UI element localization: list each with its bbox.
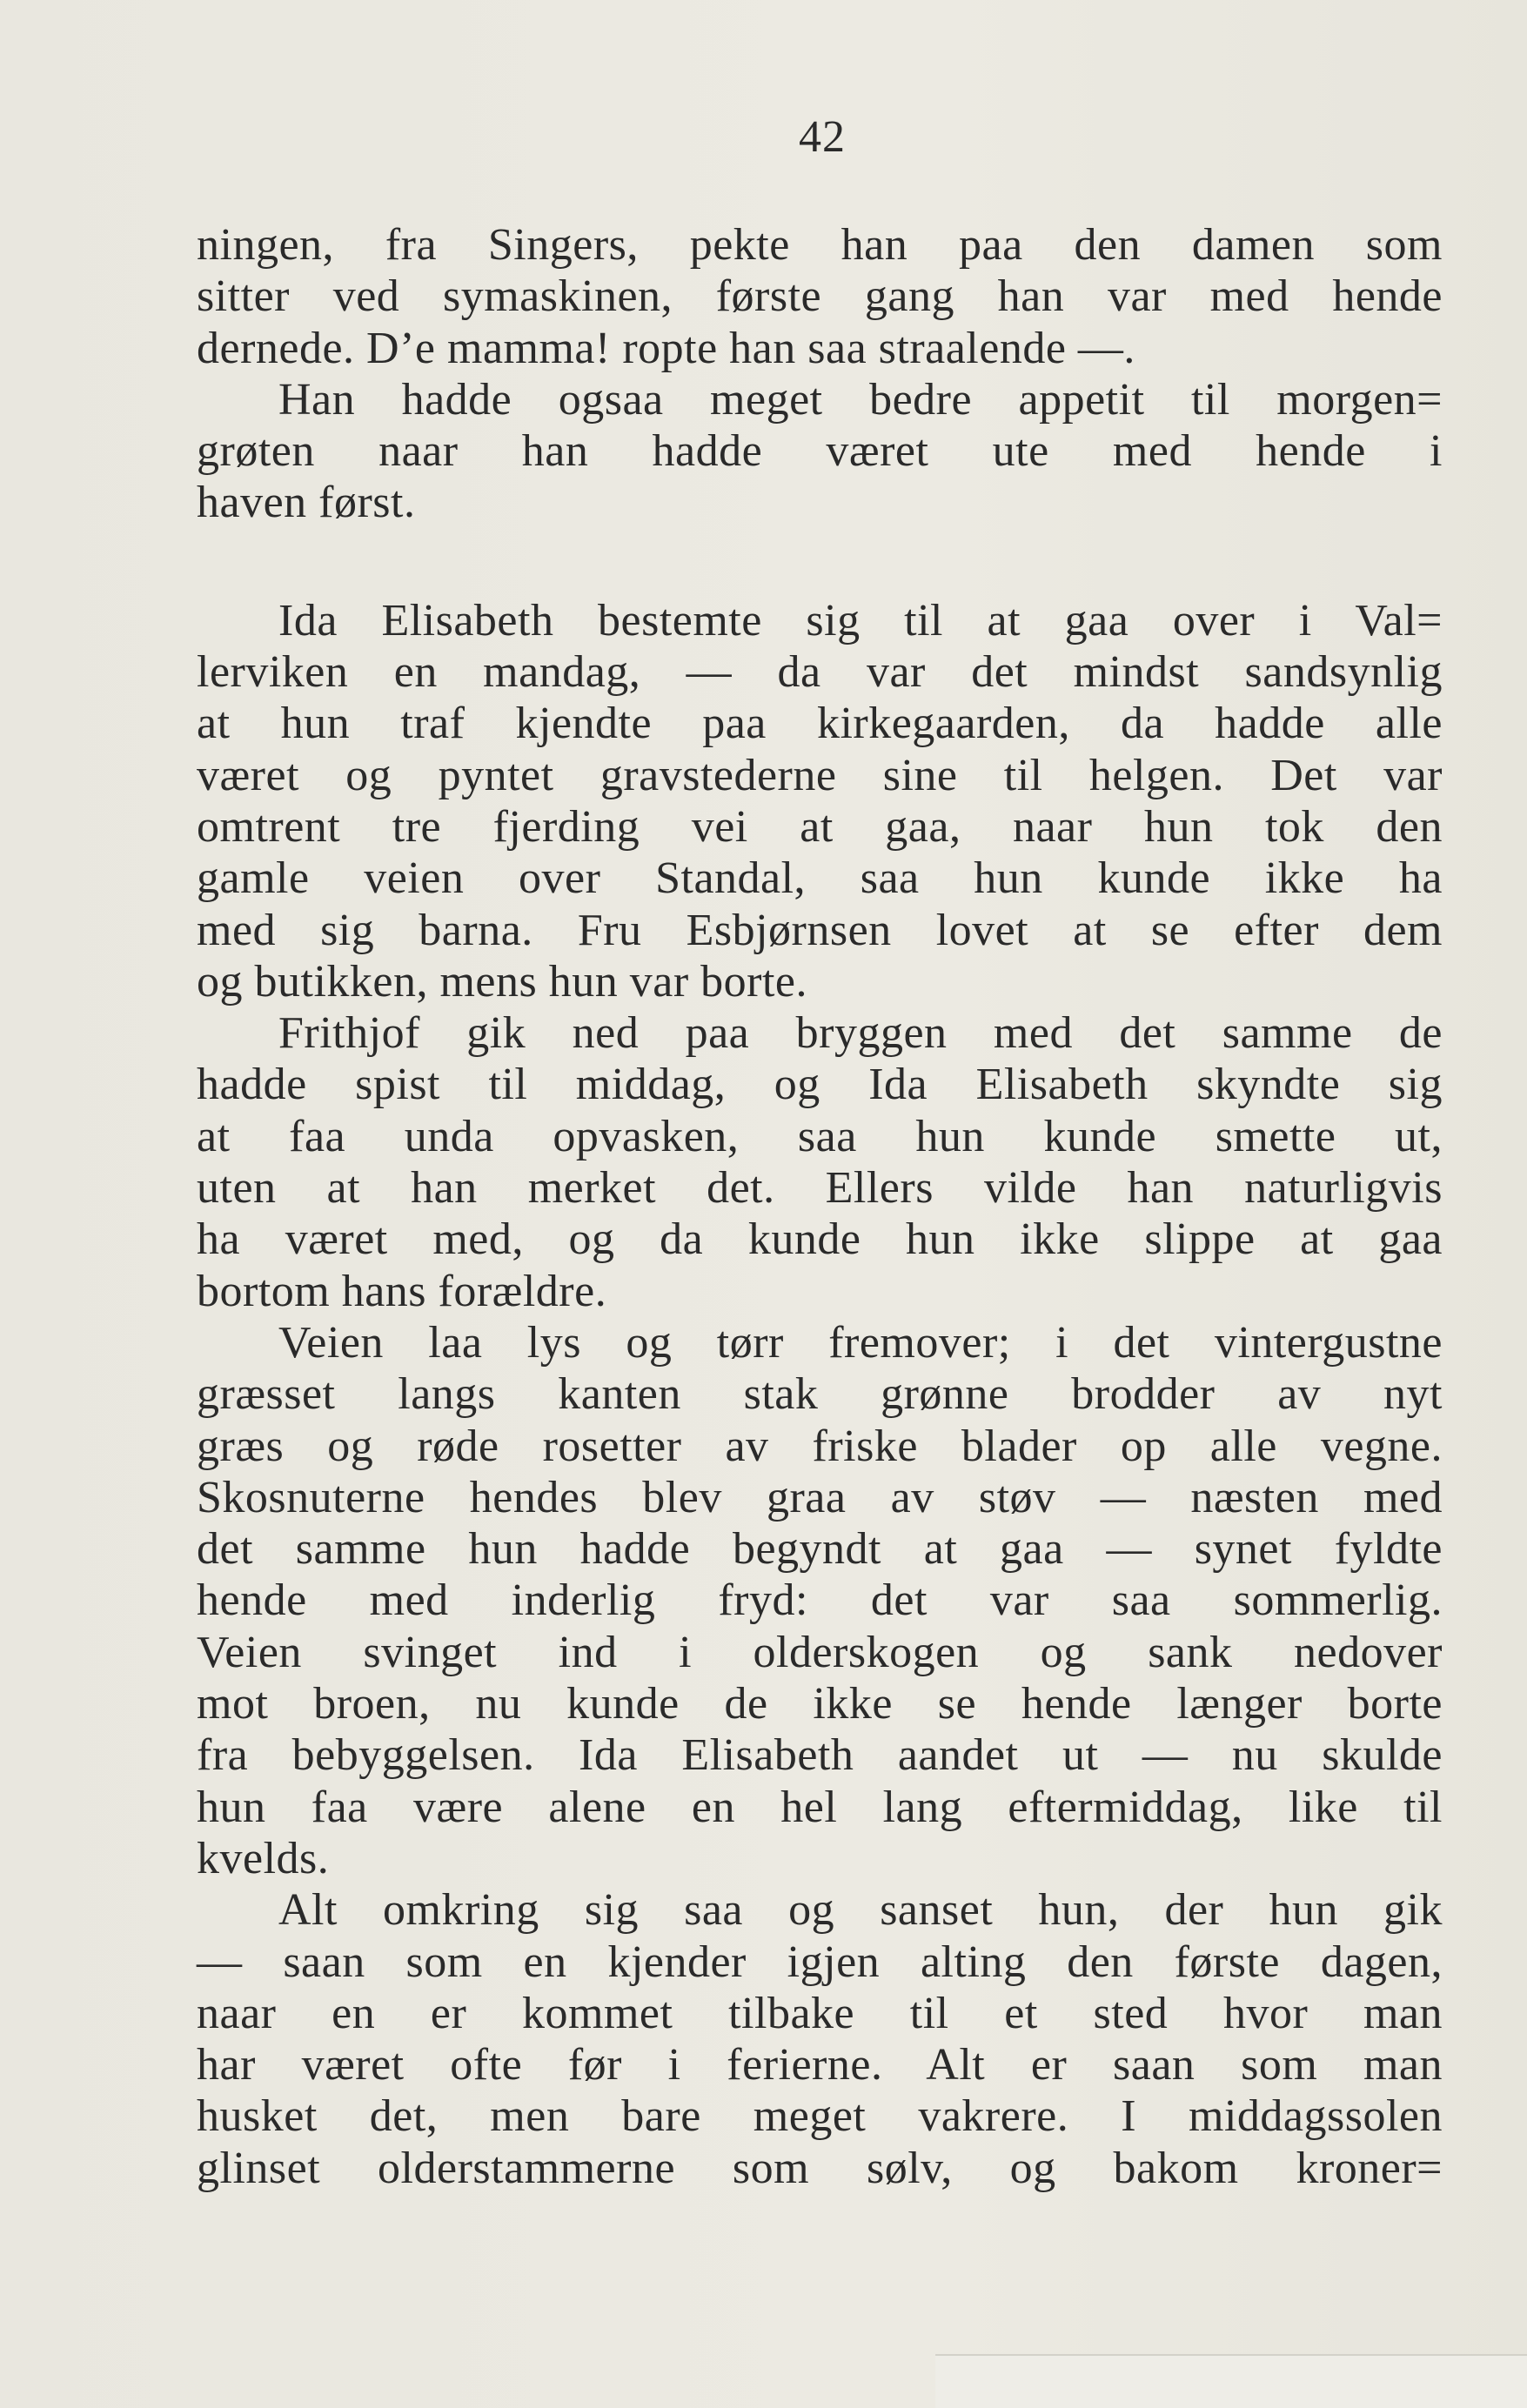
text-line: kvelds. (197, 1833, 330, 1883)
text-line: glinset olderstammerne som sølv, og bakom kroner= (197, 2143, 1443, 2193)
text-line: omtrent tre fjerding vei at gaa, naar hun tok den (197, 801, 1443, 852)
text-line: naar en er kommet tilbake til et sted hvor man (197, 1988, 1443, 2038)
text-line: Veien laa lys og tørr fremover; i det vintergustne (278, 1317, 1443, 1368)
text-line: hadde spist til middag, og Ida Elisabeth skyndte sig (197, 1060, 1443, 1110)
text-line: og butikken, mens hun var borte. (197, 956, 807, 1007)
page-number: 42 (799, 112, 846, 162)
text-line: været og pyntet gravstederne sine til helgen. Det var (197, 750, 1443, 800)
text-line: dernede. D’e mamma! ropte han saa straalende —. (197, 323, 1135, 373)
paragraph-1 (197, 219, 1443, 374)
text-line: Alt omkring sig saa og sanset hun, der hun gik (278, 1885, 1443, 1936)
page-edge-decoration (935, 2354, 1527, 2408)
paragraph-6 (197, 1884, 1443, 2194)
text-line: hun faa være alene en hel lang eftermiddag, like til (197, 1782, 1443, 1832)
text-line: Veien svinget ind i olderskogen og sank nedover (197, 1627, 1443, 1677)
paragraph-4 (197, 1007, 1443, 1317)
paragraph-3 (197, 595, 1443, 1007)
text-line: fra bebyggelsen. Ida Elisabeth aandet ut — nu skulde (197, 1730, 1443, 1781)
text-line: med sig barna. Fru Esbjørnsen lovet at se efter dem (197, 905, 1443, 955)
body-text (197, 219, 1443, 2194)
text-line: sitter ved symaskinen, første gang han var med hende (197, 271, 1443, 322)
paragraph-5 (197, 1317, 1443, 1884)
text-line: Ida Elisabeth bestemte sig til at gaa over i Val= (278, 595, 1443, 645)
text-line: — saan som en kjender igjen alting den første dagen, (197, 1936, 1443, 1987)
text-line: Skosnuterne hendes blev graa av støv — næsten med (197, 1472, 1443, 1522)
text-line: græsset langs kanten stak grønne brodder av nyt (197, 1369, 1443, 1420)
text-line: Han hadde ogsaa meget bedre appetit til morgen= (278, 374, 1443, 425)
text-line: Frithjof gik ned paa bryggen med det samme de (278, 1008, 1443, 1059)
text-line: haven først. (197, 478, 416, 528)
text-line: husket det, men bare meget vakrere. I middagssolen (197, 2091, 1443, 2142)
text-line: lerviken en mandag, — da var det mindst sandsynlig (197, 647, 1443, 698)
text-line: grøten naar han hadde været ute med hende i (197, 426, 1443, 477)
text-line: at hun traf kjendte paa kirkegaarden, da hadde alle (197, 699, 1443, 749)
text-line: bortom hans forældre. (197, 1266, 607, 1316)
text-line: ha været med, og da kunde hun ikke slippe at gaa (197, 1214, 1443, 1265)
text-line: ningen, fra Singers, pekte han paa den damen som (197, 220, 1443, 270)
text-line: mot broen, nu kunde de ikke se hende længer borte (197, 1679, 1443, 1729)
paragraph-2 (197, 374, 1443, 529)
text-line: uten at han merket det. Ellers vilde han naturligvis (197, 1163, 1443, 1214)
text-line: at faa unda opvasken, saa hun kunde smette ut, (197, 1111, 1443, 1161)
text-line: det samme hun hadde begyndt at gaa — synet fyldte (197, 1524, 1443, 1575)
text-line: gamle veien over Standal, saa hun kunde ikke ha (197, 853, 1443, 904)
text-line: hende med inderlig fryd: det var saa sommerlig. (197, 1575, 1443, 1626)
text-line: har været ofte før i ferierne. Alt er saan som man (197, 2040, 1443, 2090)
text-line: græs og røde rosetter av friske blader op alle vegne. (197, 1421, 1443, 1471)
